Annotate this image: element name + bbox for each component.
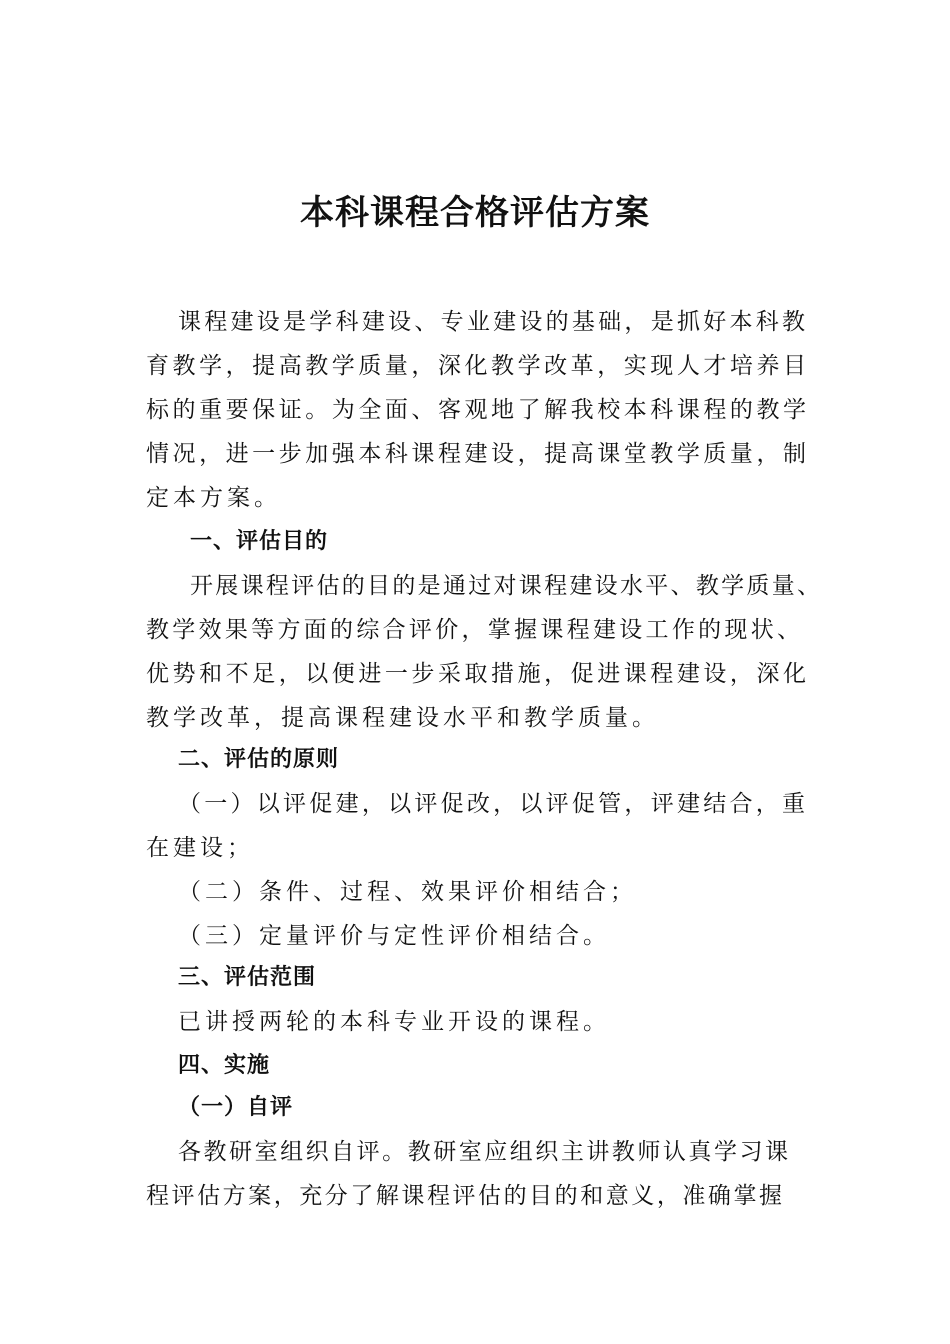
body-line: 程评估方案，充分了解课程评估的目的和意义，准确掌握: [146, 1183, 782, 1209]
body-line: 情况，进一步加强本科课程建设，提高课堂教学质量，制: [146, 441, 806, 467]
body-line: 定本方案。: [146, 485, 281, 511]
subsection-heading: （一）自评: [178, 1095, 294, 1120]
body-line: 育教学，提高教学质量，深化教学改革，实现人才培养目: [146, 353, 806, 379]
body-line: 各教研室组织自评。教研室应组织主讲教师认真学习课: [178, 1139, 788, 1165]
section-heading-2: 二、评估的原则: [178, 747, 340, 772]
body-line: 教学效果等方面的综合评价，掌握课程建设工作的现状、: [146, 617, 800, 643]
body-line: （三）定量评价与定性评价相结合。: [178, 923, 610, 949]
section-heading-4: 四、实施: [178, 1053, 271, 1078]
body-line: （一）以评促建，以评促改，以评促管，评建结合，重: [178, 791, 805, 817]
body-line: 优势和不足，以便进一步采取措施，促进课程建设，深化: [146, 661, 806, 687]
section-heading-3: 三、评估范围: [178, 965, 317, 990]
section-heading-1: 一、评估目的: [190, 529, 329, 554]
body-line: 已讲授两轮的本科专业开设的课程。: [178, 1009, 610, 1035]
body-line: 课程建设是学科建设、专业建设的基础，是抓好本科教: [178, 309, 805, 335]
body-line: 标的重要保证。为全面、客观地了解我校本科课程的教学: [146, 397, 806, 423]
document-title: 本科课程合格评估方案: [300, 193, 650, 233]
body-line: 在建设；: [146, 835, 254, 861]
body-line: 开展课程评估的目的是通过对课程建设水平、教学质量、: [190, 573, 820, 599]
body-line: 教学改革，提高课程建设水平和教学质量。: [146, 705, 659, 731]
body-line: （二）条件、过程、效果评价相结合；: [178, 879, 637, 905]
